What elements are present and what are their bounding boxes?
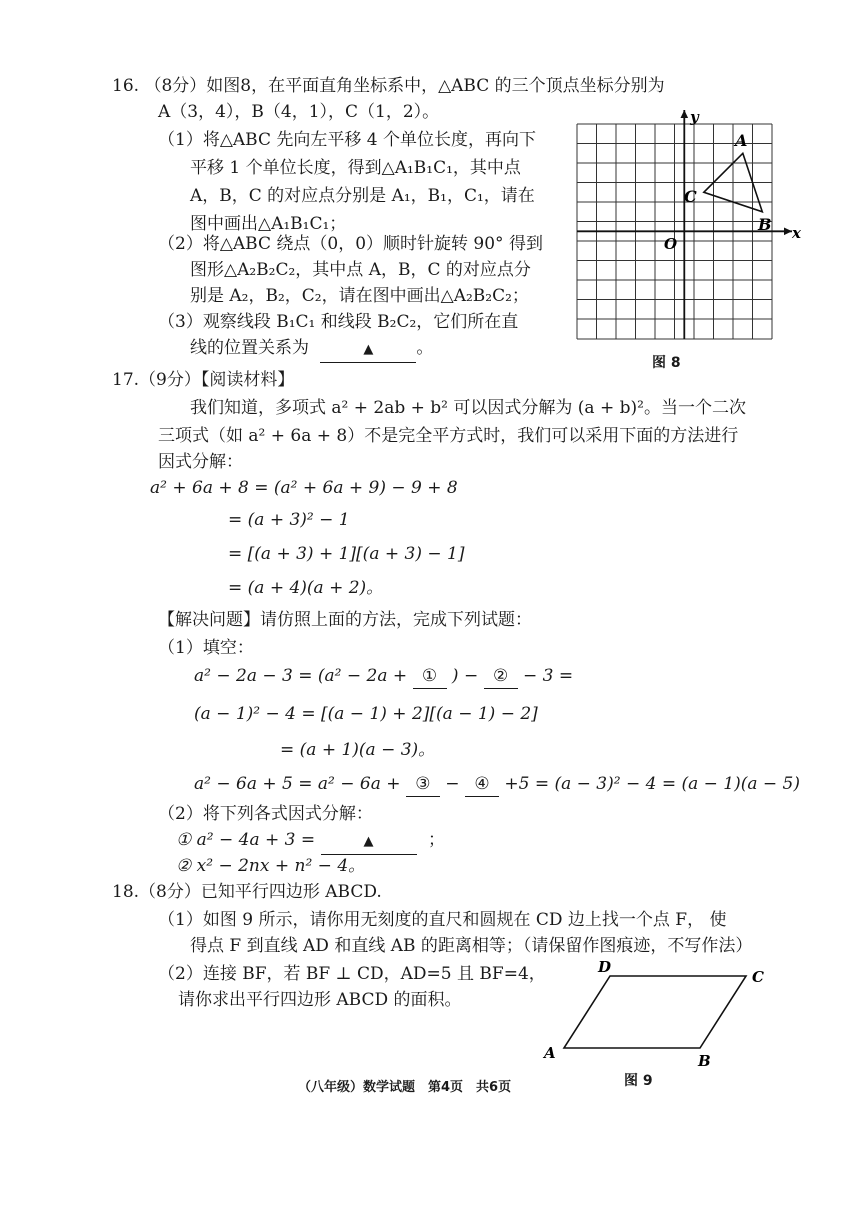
- blank-4[interactable]: ④: [465, 772, 499, 797]
- figure-9-parallelogram: [540, 958, 780, 1070]
- vertex-d-label: D: [598, 958, 612, 976]
- point-c-label: C: [684, 187, 697, 206]
- q17-example-eq1: a² + 6a + 8 = (a² + 6a + 9) − 9 + 8: [150, 478, 458, 498]
- figure-8-caption: 图 8: [652, 355, 681, 371]
- vertex-a-label: A: [544, 1044, 556, 1062]
- blank-3[interactable]: ③: [406, 772, 440, 797]
- q17-example-eq2: = (a + 3)² − 1: [228, 510, 350, 530]
- x-axis-label: x: [792, 224, 801, 242]
- origin-label: O: [664, 235, 678, 253]
- q17-example-eq4: = (a + 4)(a + 2)。: [228, 578, 384, 598]
- point-b-label: B: [758, 215, 772, 234]
- q16-part1-line4: 图中画出△A₁B₁C₁；: [190, 214, 347, 234]
- q18-part2-line2: 请你求出平行四边形 ABCD 的面积。: [178, 990, 462, 1010]
- q16-header: 16. （8分）如图8，在平面直角坐标系中，△ABC 的三个顶点坐标分别为: [112, 76, 665, 96]
- vertex-c-label: C: [752, 968, 764, 986]
- q16-answer-blank[interactable]: ▲: [320, 336, 416, 363]
- parallelogram-abcd: [564, 976, 746, 1048]
- q18-part2-line1: （2）连接 BF，若 BF ⊥ CD，AD=5 且 BF=4，: [158, 964, 546, 984]
- q17-sub1: ① a² − 4a + 3 = ▲ ；: [176, 828, 445, 855]
- y-axis-arrow: [681, 110, 689, 118]
- q16-part2-line3: 别是 A₂，B₂，C₂，请在图中画出△A₂B₂C₂；: [190, 286, 529, 306]
- q17-sub1-answer-blank[interactable]: ▲: [321, 828, 417, 855]
- q16-part3-line1: （3）观察线段 B₁C₁ 和线段 B₂C₂，它们所在直: [158, 312, 519, 332]
- x-axis-arrow: [784, 228, 792, 236]
- q17-fill-line3: = (a + 1)(a − 3)。: [280, 740, 436, 760]
- q18-part1-line2: 得点 F 到直线 AD 和直线 AB 的距离相等；（请保留作图痕迹，不写作法）: [190, 936, 753, 956]
- page-footer: （八年级）数学试题 第4页 共6页: [298, 1080, 512, 1095]
- q18-part1-line1: （1）如图 9 所示，请你用无刻度的直尺和圆规在 CD 边上找一个点 F， 使: [158, 910, 727, 930]
- y-axis-label: y: [690, 108, 699, 126]
- q17-part2-header: （2）将下列各式因式分解：: [158, 804, 373, 824]
- q17-fill-line4: a² − 6a + 5 = a² − 6a + ③ − ④ +5 = (a − 3)² − 4 = (a − 1)(a − 5): [194, 772, 800, 797]
- q16-coords: A（3，4），B（4，1），C（1，2）。: [158, 102, 440, 122]
- q17-example-eq3: = [(a + 3) + 1][(a + 3) − 1]: [228, 544, 465, 564]
- q16-part1-line3: A，B，C 的对应点分别是 A₁，B₁，C₁，请在: [190, 186, 535, 206]
- q17-fill-line1: a² − 2a − 3 = (a² − 2a + ① ) − ② − 3 =: [194, 664, 573, 689]
- q16-part1-line2: 平移 1 个单位长度，得到△A₁B₁C₁，其中点: [190, 158, 521, 178]
- figure-9-caption: 图 9: [624, 1073, 653, 1089]
- q17-intro-line1: 我们知道，多项式 a² + 2ab + b² 可以因式分解为 (a + b)²。当一个二次: [190, 398, 746, 418]
- q16-part3-line2: 线的位置关系为 ▲ 。: [190, 336, 433, 363]
- figure-8-grid: [570, 104, 820, 344]
- q18-header: 18.（8分）已知平行四边形 ABCD.: [112, 882, 382, 902]
- q16-part1-line1: （1）将△ABC 先向左平移 4 个单位长度，再向下: [158, 130, 537, 150]
- q16-part2-line1: （2）将△ABC 绕点（0，0）顺时针旋转 90° 得到: [158, 234, 543, 254]
- q17-intro-line2: 三项式（如 a² + 6a + 8）不是完全平方式时，我们可以采用下面的方法进行: [158, 426, 739, 446]
- q17-fill-line2: (a − 1)² − 4 = [(a − 1) + 2][(a − 1) − 2]: [194, 704, 538, 724]
- q17-intro-line3: 因式分解：: [158, 452, 243, 472]
- q17-fill-header: （1）填空：: [158, 638, 254, 658]
- blank-1[interactable]: ①: [413, 664, 447, 689]
- q17-header: 17.（9分）【阅读材料】: [112, 370, 295, 390]
- q17-solve-header: 【解决问题】请仿照上面的方法，完成下列试题：: [158, 610, 532, 630]
- q17-sub2: ② x² − 2nx + n² − 4。: [176, 856, 366, 876]
- q16-part2-line2: 图形△A₂B₂C₂，其中点 A，B，C 的对应点分: [190, 260, 531, 280]
- blank-2[interactable]: ②: [484, 664, 518, 689]
- vertex-b-label: B: [698, 1052, 711, 1070]
- point-a-label: A: [735, 131, 748, 150]
